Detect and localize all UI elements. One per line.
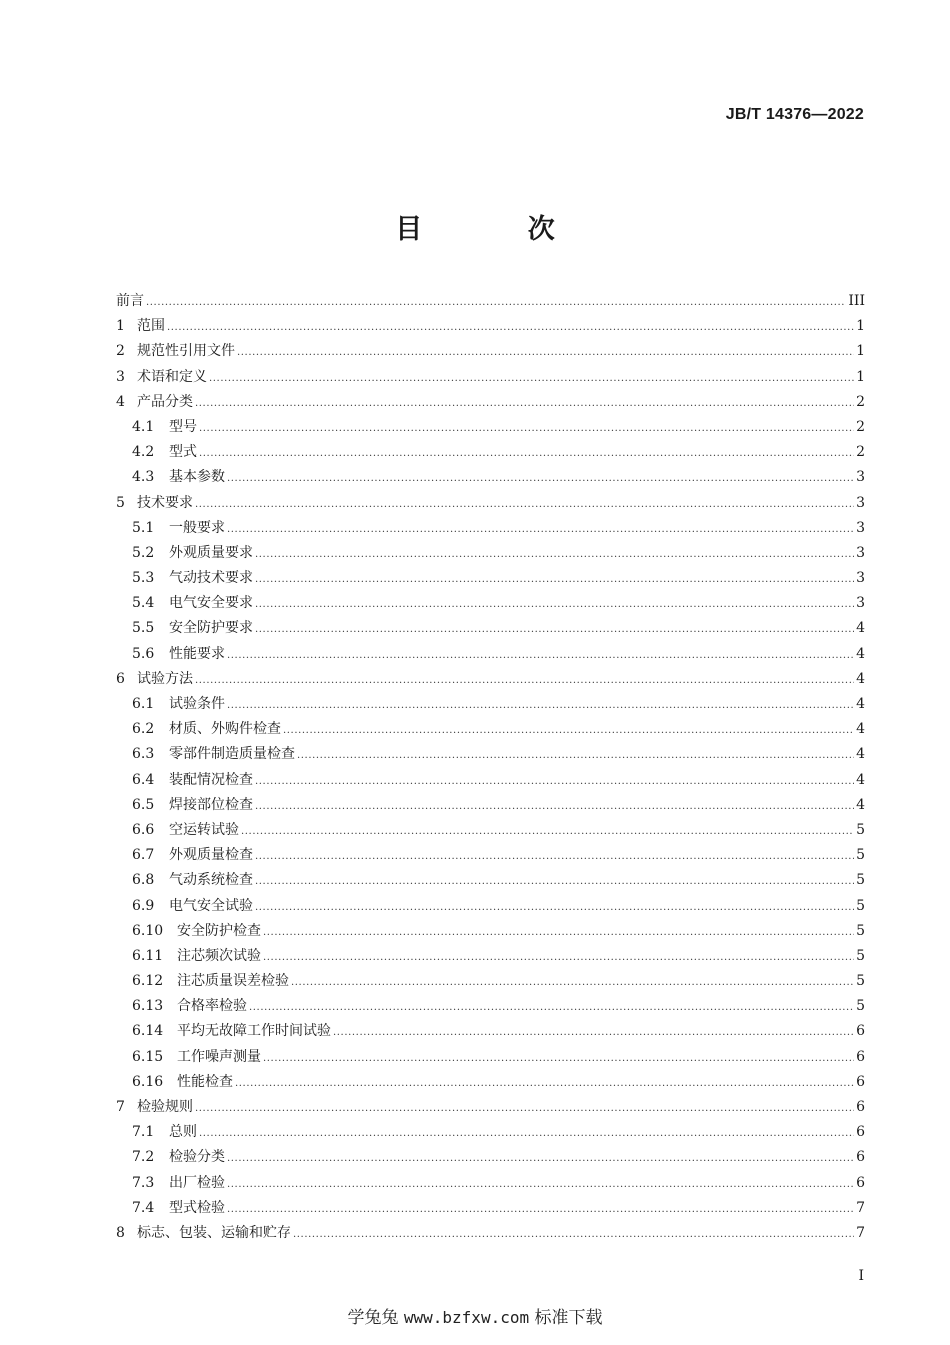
toc-entry-title: 型式: [169, 444, 197, 461]
toc-leader-dots: [333, 1020, 854, 1045]
toc-leader-dots: [255, 542, 854, 567]
toc-entry-title: 总则: [169, 1124, 197, 1141]
toc-entry-number: 6.6: [132, 821, 155, 838]
toc-entry-page: 4: [856, 796, 865, 813]
toc-entry-page: 4: [856, 746, 865, 763]
toc-entry-page: 2: [856, 393, 865, 410]
toc-entry[interactable]: [116, 440, 865, 465]
toc-entry-number: 6.2: [132, 721, 155, 738]
toc-entry-page: 1: [856, 343, 865, 360]
toc-entry-page: 3: [856, 544, 865, 561]
toc-entry-title: 焊接部位检查: [169, 796, 253, 813]
toc-entry-number: 7.3: [132, 1174, 155, 1191]
toc-entry-number: 6.3: [132, 746, 155, 763]
toc-leader-dots: [167, 315, 854, 340]
toc-entry[interactable]: [116, 289, 865, 314]
toc-entry-page: 3: [856, 494, 865, 511]
toc-entry[interactable]: [116, 667, 865, 692]
toc-entry-page: 4: [856, 670, 865, 687]
toc-leader-dots: [255, 769, 854, 794]
toc-entry-title: 零部件制造质量检查: [169, 746, 295, 763]
toc-entry[interactable]: [116, 566, 865, 591]
watermark-url[interactable]: www.bzfxw.com: [403, 1308, 530, 1327]
toc-entry-title: 性能检查: [177, 1073, 233, 1090]
toc-entry-number: 5.3: [132, 570, 155, 587]
toc-entry-number: 6.7: [132, 847, 155, 864]
toc-leader-dots: [291, 970, 854, 995]
toc-entry-title: 检验规则: [137, 1099, 193, 1115]
toc-entry-page: 6: [856, 1099, 865, 1115]
watermark: [0, 1303, 950, 1328]
page-number: I: [858, 1268, 864, 1284]
toc-entry-page: 2: [856, 444, 865, 461]
toc-entry-number: 4.1: [132, 418, 155, 435]
toc-leader-dots: [255, 895, 854, 920]
toc-entry-page: 4: [856, 645, 865, 662]
toc-entry[interactable]: [116, 768, 865, 793]
toc-entry-number: 3: [116, 368, 125, 385]
toc-entry-page: 6: [856, 1149, 865, 1166]
toc-entry-page: III: [848, 293, 865, 309]
toc-entry-title: 型式检验: [169, 1199, 225, 1216]
toc-entry[interactable]: [116, 541, 865, 566]
toc-entry[interactable]: [116, 591, 865, 616]
toc-entry-title: 电气安全试验: [169, 897, 253, 914]
toc-entry-title: 基本参数: [169, 469, 225, 486]
toc-entry-page: 3: [856, 570, 865, 587]
toc-entry-title: 平均无故障工作时间试验: [177, 1023, 331, 1040]
toc-entry-title: 空运转试验: [169, 821, 239, 838]
toc-entry[interactable]: [116, 793, 865, 818]
toc-entry-title: 技术要求: [137, 494, 193, 511]
toc-entry[interactable]: [116, 616, 865, 641]
toc-leader-dots: [255, 617, 854, 642]
toc-entry[interactable]: [116, 1145, 865, 1170]
toc-entry[interactable]: [116, 944, 865, 969]
toc-entry-number: 6.8: [132, 872, 155, 889]
toc-entry-page: 6: [856, 1023, 865, 1040]
toc-leader-dots: [227, 466, 854, 491]
toc-leader-dots: [195, 1096, 854, 1121]
toc-leader-dots: [195, 492, 854, 517]
watermark-site: 学兔兔: [347, 1308, 399, 1328]
table-of-contents: [116, 289, 865, 1246]
toc-entry[interactable]: [116, 1045, 865, 1070]
toc-entry-number: 5.4: [132, 595, 155, 612]
toc-entry-number: 5.1: [132, 519, 155, 536]
toc-entry-number: 5.5: [132, 620, 155, 637]
toc-entry-title: 出厂检验: [169, 1174, 225, 1191]
toc-leader-dots: [255, 844, 854, 869]
toc-entry-title: 范围: [137, 318, 165, 335]
toc-leader-dots: [255, 869, 854, 894]
toc-leader-dots: [227, 1197, 854, 1222]
toc-leader-dots: [227, 517, 854, 542]
toc-entry-page: 5: [856, 847, 865, 864]
toc-entry-number: 4: [116, 393, 125, 410]
toc-entry-number: 7.1: [132, 1124, 155, 1141]
toc-entry-number: 2: [116, 343, 125, 360]
toc-leader-dots: [237, 340, 854, 365]
toc-entry-number: 6.16: [132, 1073, 164, 1090]
toc-leader-dots: [249, 995, 854, 1020]
toc-entry-title: 试验方法: [137, 670, 193, 687]
toc-entry-number: 6.14: [132, 1023, 164, 1040]
toc-leader-dots: [227, 1146, 854, 1171]
toc-leader-dots: [293, 1222, 854, 1247]
toc-leader-dots: [255, 794, 854, 819]
toc-entry[interactable]: [116, 868, 865, 893]
toc-entry[interactable]: [116, 1120, 865, 1145]
watermark-tagline: 标准下载: [534, 1308, 603, 1328]
toc-entry-page: 1: [856, 318, 865, 335]
toc-entry-number: 5.2: [132, 544, 155, 561]
toc-leader-dots: [227, 1172, 854, 1197]
toc-entry-title: 注芯频次试验: [177, 947, 261, 964]
toc-entry[interactable]: [116, 314, 865, 339]
toc-entry-page: 3: [856, 595, 865, 612]
toc-entry-title: 安全防护要求: [169, 620, 253, 637]
toc-entry-page: 6: [856, 1048, 865, 1065]
toc-entry-page: 6: [856, 1124, 865, 1141]
toc-entry-number: 6.13: [132, 998, 164, 1015]
toc-entry-number: 4.2: [132, 444, 155, 461]
toc-entry-number: 7.4: [132, 1199, 155, 1216]
toc-entry[interactable]: [116, 339, 865, 364]
toc-entry[interactable]: [116, 742, 865, 767]
toc-entry[interactable]: [116, 415, 865, 440]
toc-entry-page: 4: [856, 721, 865, 738]
toc-entry-page: 5: [856, 973, 865, 990]
toc-entry-number: 6.4: [132, 771, 155, 788]
toc-entry-number: 6: [116, 670, 125, 687]
toc-entry-number: 6.10: [132, 922, 164, 939]
toc-entry-page: 2: [856, 418, 865, 435]
standard-code: JB/T 14376—2022: [725, 106, 864, 123]
toc-entry-title: 前言: [116, 293, 144, 309]
toc-entry-page: 6: [856, 1174, 865, 1191]
toc-entry-page: 6: [856, 1073, 865, 1090]
toc-entry-page: 5: [856, 947, 865, 964]
toc-entry[interactable]: [116, 843, 865, 868]
toc-entry-title: 标志、包装、运输和贮存: [137, 1224, 291, 1241]
toc-entry[interactable]: [116, 491, 865, 516]
toc-leader-dots: [297, 743, 854, 768]
toc-entry-page: 4: [856, 696, 865, 712]
toc-entry[interactable]: [116, 969, 865, 994]
toc-leader-dots: [227, 643, 854, 668]
toc-leader-dots: [199, 1121, 854, 1146]
toc-entry-number: 6.12: [132, 973, 164, 990]
toc-entry-page: 5: [856, 922, 865, 939]
toc-entry-page: 7: [856, 1199, 865, 1216]
toc-entry[interactable]: [116, 1070, 865, 1095]
toc-entry[interactable]: [116, 516, 865, 541]
toc-entry-title: 术语和定义: [137, 368, 207, 385]
toc-entry[interactable]: [116, 390, 865, 415]
toc-entry[interactable]: [116, 894, 865, 919]
toc-entry-number: 7.2: [132, 1149, 155, 1166]
toc-entry-title: 装配情况检查: [169, 771, 253, 788]
toc-entry-title: 性能要求: [169, 645, 225, 662]
toc-entry[interactable]: [116, 1196, 865, 1221]
toc-leader-dots: [195, 668, 854, 693]
toc-leader-dots: [235, 1071, 854, 1096]
toc-entry-title: 外观质量要求: [169, 544, 253, 561]
toc-entry-title: 合格率检验: [177, 998, 247, 1015]
toc-entry-page: 4: [856, 620, 865, 637]
toc-entry[interactable]: [116, 1019, 865, 1044]
toc-entry[interactable]: [116, 642, 865, 667]
toc-entry-page: 4: [856, 771, 865, 788]
toc-entry-number: 6.15: [132, 1048, 164, 1065]
toc-entry-number: 6.11: [132, 947, 164, 964]
toc-entry-page: 5: [856, 897, 865, 914]
toc-leader-dots: [199, 416, 854, 441]
toc-entry[interactable]: [116, 365, 865, 390]
toc-entry-title: 产品分类: [137, 393, 193, 410]
toc-entry[interactable]: [116, 717, 865, 742]
toc-entry-page: 1: [856, 368, 865, 385]
toc-entry-number: 5: [116, 494, 125, 511]
toc-entry-number: 6.1: [132, 696, 155, 712]
toc-entry-number: 6.9: [132, 897, 155, 914]
toc-leader-dots: [263, 945, 854, 970]
toc-leader-dots: [283, 718, 854, 743]
toc-entry[interactable]: [116, 1221, 865, 1246]
toc-entry-title: 外观质量检查: [169, 847, 253, 864]
toc-entry-title: 检验分类: [169, 1149, 225, 1166]
toc-entry-title: 一般要求: [169, 519, 225, 536]
toc-entry-title: 注芯质量误差检验: [177, 973, 289, 990]
toc-entry[interactable]: [116, 1095, 865, 1120]
toc-leader-dots: [227, 693, 854, 718]
toc-entry-title: 试验条件: [169, 696, 225, 712]
toc-leader-dots: [263, 1046, 854, 1071]
toc-entry[interactable]: [116, 818, 865, 843]
toc-entry-number: 7: [116, 1099, 125, 1115]
toc-leader-dots: [146, 290, 846, 315]
toc-entry-title: 电气安全要求: [169, 595, 253, 612]
toc-entry-title: 规范性引用文件: [137, 343, 235, 360]
toc-entry-title: 气动技术要求: [169, 570, 253, 587]
toc-entry[interactable]: [116, 692, 865, 717]
toc-title: 目 次: [395, 214, 603, 245]
toc-entry[interactable]: [116, 919, 865, 944]
toc-leader-dots: [255, 567, 854, 592]
toc-leader-dots: [199, 441, 854, 466]
toc-entry-title: 工作噪声测量: [177, 1048, 261, 1065]
toc-entry-page: 3: [856, 519, 865, 536]
toc-entry-number: 1: [116, 318, 125, 335]
toc-leader-dots: [263, 920, 854, 945]
toc-leader-dots: [209, 366, 854, 391]
toc-entry-title: 型号: [169, 418, 197, 435]
toc-leader-dots: [195, 391, 854, 416]
toc-entry-number: 5.6: [132, 645, 155, 662]
toc-entry-page: 5: [856, 821, 865, 838]
toc-entry-title: 材质、外购件检查: [169, 721, 281, 738]
toc-entry[interactable]: [116, 994, 865, 1019]
toc-entry-title: 气动系统检查: [169, 872, 253, 889]
toc-leader-dots: [241, 819, 854, 844]
toc-entry[interactable]: [116, 1171, 865, 1196]
toc-entry-page: 3: [856, 469, 865, 486]
toc-leader-dots: [255, 592, 854, 617]
toc-entry[interactable]: [116, 465, 865, 490]
toc-entry-number: 8: [116, 1224, 125, 1241]
toc-entry-number: 4.3: [132, 469, 155, 486]
toc-entry-page: 5: [856, 998, 865, 1015]
toc-entry-number: 6.5: [132, 796, 155, 813]
toc-entry-page: 7: [856, 1224, 865, 1241]
toc-entry-title: 安全防护检查: [177, 922, 261, 939]
toc-entry-page: 5: [856, 872, 865, 889]
